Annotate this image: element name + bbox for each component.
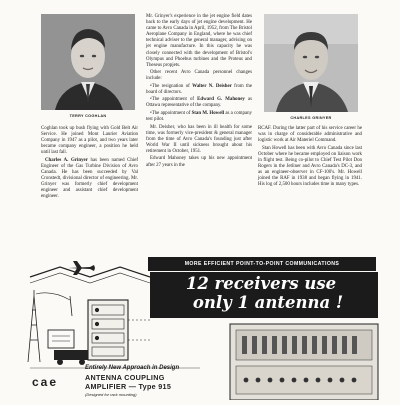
bullet-howell: •The appointment of Stan M. Howell as a company test pilot.	[146, 110, 252, 123]
name-charles-grinyer: Charles A. Grinyer	[45, 157, 88, 163]
paragraph-coghlan: Coghlan took up bush flying with Gold Belt Air Service. He joined Mont Laurier Aviation Company in 1947 as a pilot, and two years later became company engineer, a position he held until last fall.	[41, 126, 138, 156]
radio-tower-icon	[28, 290, 40, 362]
bullet-mahoney: •The appointment of Edward G. Mahoney as Ottawa representative of the company.	[146, 97, 253, 109]
paragraph-mahoney-cont: RCAF. During the latter part of his service career he was in charge of considerable administrative and logistic work at Air Materiel Command.	[258, 126, 362, 144]
paragraph-personnel-changes: Other recent Avro Canada personnel changes include:	[146, 70, 252, 82]
ad-banner: MORE EFFICIENT POINT-TO-POINT COMMUNICATIONS	[148, 257, 376, 271]
photo-charles-grinyer	[264, 14, 358, 112]
paragraph-howell: Stan Howell has been with Avro Canada since last October where he became employed on liaison work in flight test. Being co-pilot to Chief Test Pilot Don Rogers in the Jetliner and Avro Canada's DC-3, and as an engineer-observer in CF-100's. Mr. Howell joined the RAF in 1938 and began flying in 1941. His log of 2,500 hours includes time in many types.	[258, 145, 362, 188]
column-left	[41, 126, 138, 202]
paragraph-deisher: Mr. Deisher, who has been in ill health for some time, was formerly vice-president & general manager from the time of Avro Canada's founding just after World War II until sickness brought about his retirement in October, 1951.	[146, 124, 252, 154]
receiver-rack	[88, 300, 128, 360]
column-middle	[146, 14, 252, 170]
brand-logo: cae	[32, 375, 59, 389]
paragraph-grinyer-appointment: Charles A. Grinyer has been named Chief Engineer of the Gas Turbine Division of Avro Canada. He has been succeeded by Val Cronstedt, divisional director of engineering. Mr. Grinyer was formerly chief development engineer and assistant chief development engineer.	[41, 157, 139, 200]
column-right	[258, 126, 362, 190]
amplifier-unit	[230, 324, 378, 400]
airplane-icon	[68, 261, 95, 275]
caption-terry-coghlan: TERRY COGHLAN	[69, 114, 107, 118]
bullet-deisher: •The resignation of Walter N. Deisher from the board of directors.	[146, 83, 252, 95]
product-name: ANTENNA COUPLING AMPLIFIER — Type 915	[85, 373, 172, 391]
field-vehicle	[48, 330, 88, 365]
product-subtitle: Entirely New Approach in Design	[85, 365, 180, 371]
ad-headline: 12 receivers use only 1 antenna !	[185, 274, 344, 312]
product-note: (Designed for rack mounting)	[85, 392, 137, 397]
photo-terry-coghlan	[41, 14, 135, 110]
paragraph-mahoney: Edward Mahoney takes up his new appointment after 27 years in the	[146, 156, 252, 168]
paragraph-grinyer-experience: Mr. Grinyer's experience in the jet engine field dates back to the early days of jet engine development. He came to Avro Canada in April, 1952, from The Bristol Aeroplane Company in England, where he was chief technical adviser to the general manager, advising on jet engine manufacture. In this capacity he was closely connected with the development of Bristol's Olympus and Phoebus turbines and the Proteus and Theseus propjets.	[146, 14, 252, 68]
portrait-image	[41, 14, 135, 110]
caption-charles-grinyer: CHARLES GRINYER	[290, 116, 332, 120]
portrait-image	[264, 14, 358, 112]
